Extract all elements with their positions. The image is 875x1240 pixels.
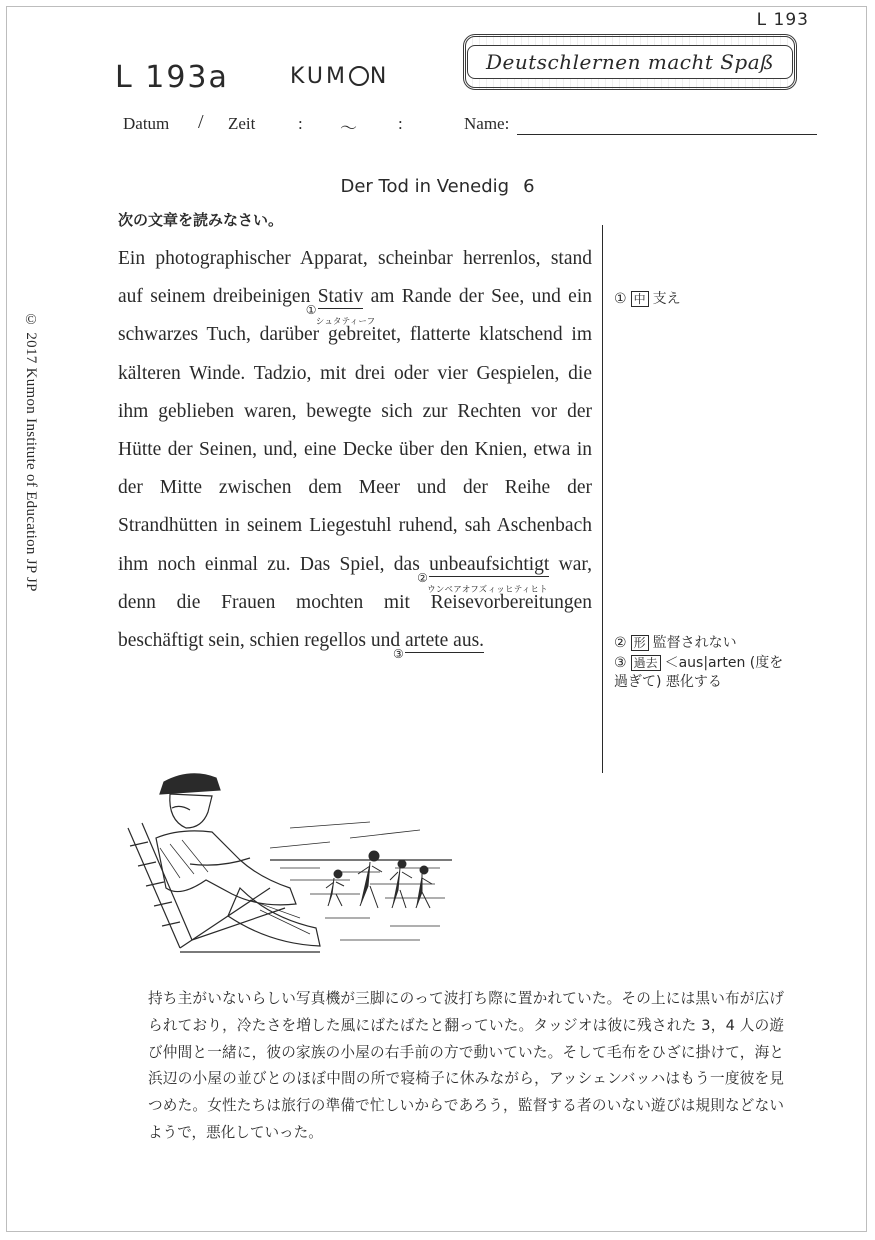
note-1-text: 支え [652, 291, 681, 307]
gloss-reading-1: シュタティーフ [315, 317, 376, 328]
gloss-word-3: artete aus. [405, 630, 485, 652]
passage-part-3: war, denn die Frauen mochten mit Reisevorbereitungen beschäftigt sein, schien regellos und [118, 553, 592, 652]
time-range-tilde: 〜 [340, 119, 357, 138]
kumon-logo [290, 64, 389, 89]
name-label: Name: [464, 114, 510, 133]
gloss-word-1: Stativ [317, 286, 364, 308]
japanese-translation: 持ち主がいないらしい写真機が三脚にのって波打ち際に置かれていた。その上には黒い布が広げられており，冷たさを増した風にばたばたと翻っていた。タッジオは彼に残された 3，4 人の遊び仲間と一緒に，彼の家族の小屋の右手前の方で動いていた。そして毛布をひざに掛けて，海と浜辺の小屋の並びとのほぼ中間の所で寝椅子に休みながら，アッシェンバッハはもう一度彼を見つめた。女性たちは旅行の準備で忙しいからであろう，監督する者のいない遊びは規則などないようで，悪化していった。 [148, 990, 784, 1141]
note-3-text-cont: 過ぎて) 悪化する [614, 674, 722, 690]
title-number: 6 [523, 176, 535, 197]
time-colon-end: : [398, 114, 403, 133]
note-1-number: ① [614, 291, 627, 307]
instruction-text: 次の文章を読みなさい。 [118, 211, 284, 229]
passage-part-2: am Rande der See, und ein schwarzes Tuch, darüber gebreitet, flatterte klatschend im kälteren Winde. Tadzio, mit drei oder vier Gespielen, die ihm geblieben waren, bewegte sich zur Rechten vor der Hütte der Seinen, und, eine Decke über den Knien, etwa in der Mitte zwischen dem Meer und der Reihe der Strandhütten in seinem Liegestuhl ruhend, sah Aschenbach ihm noch einmal zu. Das Spiel, das [118, 286, 592, 575]
german-passage [118, 240, 592, 660]
datum-label: Datum [123, 114, 170, 133]
note-2-number: ② [614, 635, 627, 651]
note-2-text: 監督されない [652, 635, 737, 651]
brand-suffix: N [369, 64, 390, 89]
gloss-unbeaufsichtigt [417, 553, 550, 595]
beach-illustration [120, 768, 456, 954]
gloss-number-3: ③ [393, 647, 404, 662]
lesson-code: L 193a [115, 60, 229, 95]
lesson-title [0, 176, 875, 197]
motto-text: Deutschlernen macht Spaß [467, 45, 793, 79]
time-colon-start: : [298, 114, 303, 133]
note-2-tag: 形 [631, 635, 649, 651]
note-1 [614, 290, 681, 309]
note-1-tag: 中 [631, 291, 649, 307]
date-time-slash: / [198, 111, 204, 133]
name-field-line[interactable] [517, 134, 817, 135]
gloss-number-2: ② [417, 570, 428, 585]
copyright-notice: © 2017 Kumon Institute of Education JP JP [23, 312, 39, 592]
note-2 [614, 634, 737, 653]
gloss-number-1: ① [305, 303, 317, 318]
corner-code: L 193 [756, 10, 809, 30]
motto-banner [463, 34, 797, 90]
note-3-number: ③ [614, 655, 627, 671]
note-3 [614, 654, 824, 692]
note-3-tag: 過去 [631, 655, 661, 671]
title-text: Der Tod in Venedig [340, 176, 510, 197]
notes-divider [602, 225, 603, 773]
gloss-artete-aus [393, 630, 485, 662]
brand-o-circle-icon [349, 66, 369, 86]
note-3-text: ＜aus|arten (度を [664, 655, 784, 671]
passage-part-1: Ein photographischer Apparat, scheinbar herrenlos, stand auf seinem dreibeinigen [118, 248, 592, 308]
gloss-reading-2: ウンベアオフズィッヒティヒト [427, 584, 548, 595]
zeit-label: Zeit [228, 114, 256, 133]
brand-prefix: KUM [290, 64, 348, 89]
gloss-word-2: unbeaufsichtigt [429, 553, 550, 575]
gloss-stativ [305, 286, 376, 328]
